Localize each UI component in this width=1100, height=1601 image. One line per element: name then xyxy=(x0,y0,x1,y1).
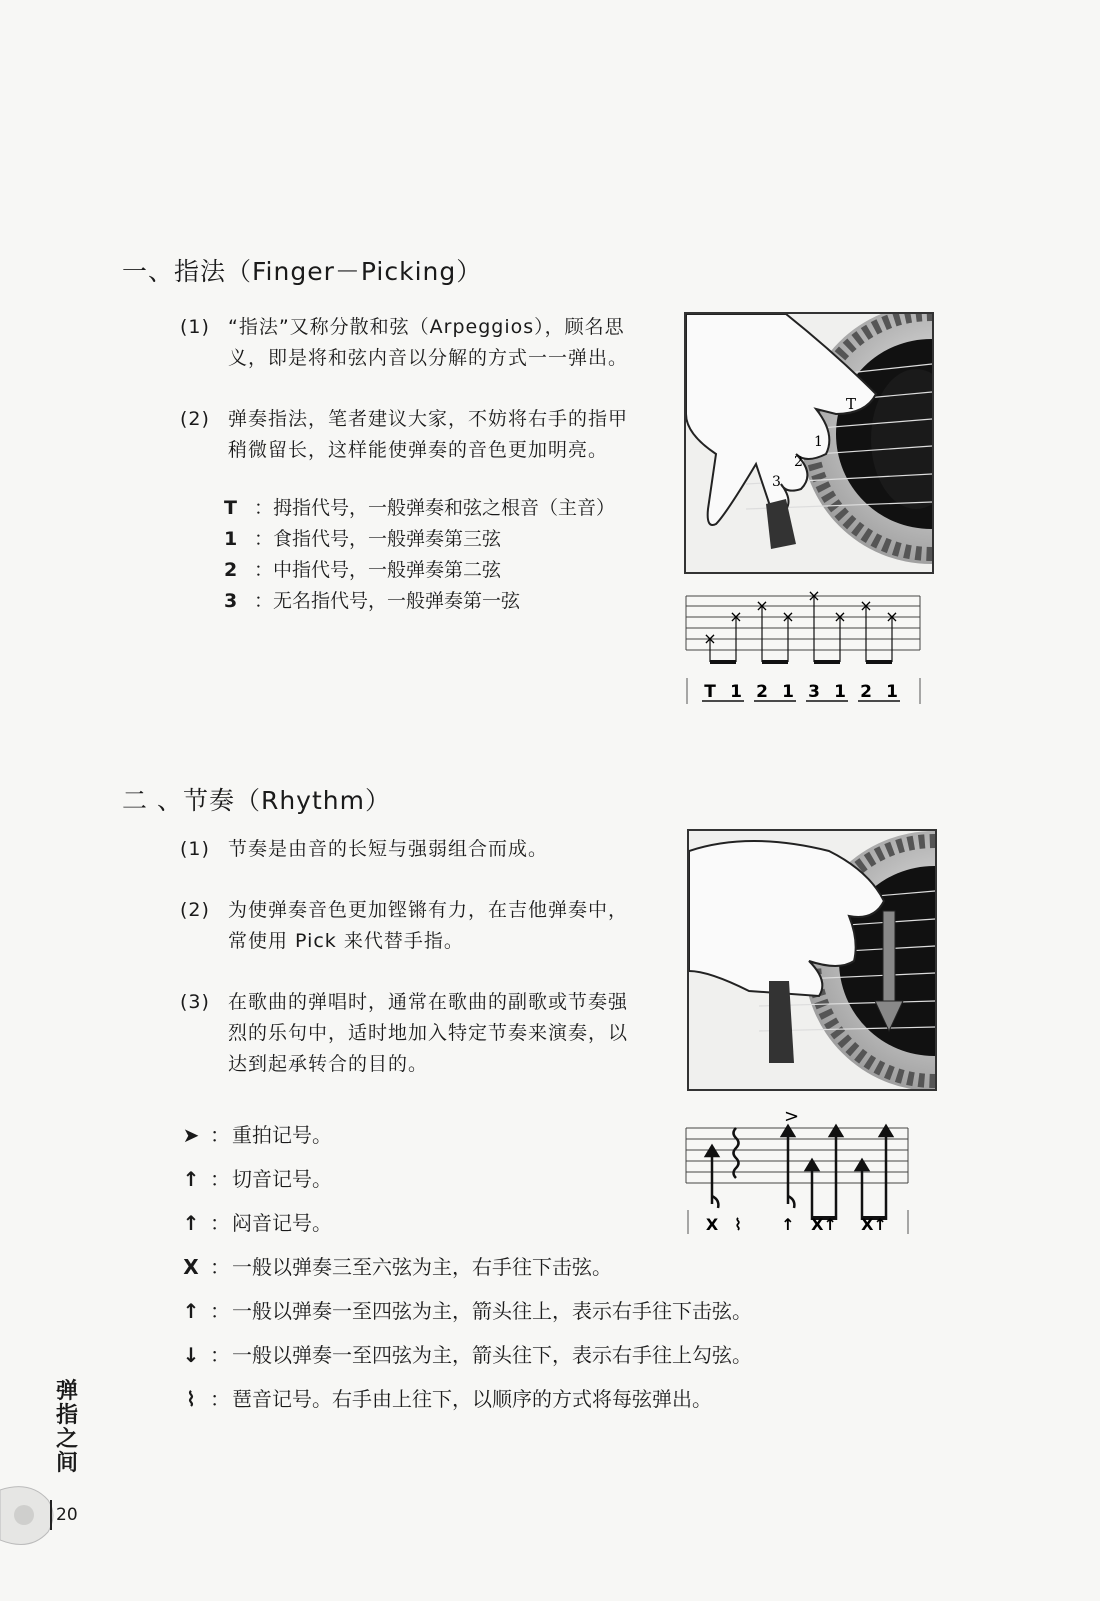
paragraph-line: “指法”又称分散和弦（Arpeggios），顾名思 xyxy=(228,316,625,338)
legend-row-thumb xyxy=(224,493,674,524)
symbol-row-x xyxy=(172,1245,872,1289)
legend-row-ring xyxy=(224,586,674,617)
page-number: 20 xyxy=(56,1505,78,1525)
symbol-row-mute xyxy=(172,1201,872,1245)
strumming-illustration xyxy=(687,829,937,1091)
tab-x-mark: × xyxy=(833,607,847,626)
symbol-text: 重拍记号。 xyxy=(232,1123,332,1147)
symbol-colon: ： xyxy=(210,1167,230,1191)
tab-finger-label: 3 xyxy=(808,682,820,702)
section-2-paragraph-2 xyxy=(180,895,680,957)
legend-text: ：拇指代号，一般弹奏和弦之根音（主音） xyxy=(254,497,616,519)
symbol-text: 一般以弹奏三至六弦为主，右手往下击弦。 xyxy=(232,1255,612,1279)
legend-key: 1 xyxy=(224,528,238,550)
photo-label: 1 xyxy=(814,434,823,450)
book-title-char: 弹 xyxy=(56,1379,79,1404)
paragraph-line: 为使弹奏音色更加铿锵有力，在吉他弹奏中， xyxy=(228,899,629,921)
mute-arrow-icon: ↑ xyxy=(182,1211,200,1235)
symbol-text: 闷音记号。 xyxy=(232,1211,332,1235)
book-title-char: 之 xyxy=(56,1427,79,1452)
paragraph-line: 弹奏指法，笔者建议大家，不妨将右手的指甲 xyxy=(228,408,629,430)
section-2-paragraph-3 xyxy=(180,987,680,1080)
tab-x-mark: × xyxy=(703,629,717,648)
tab-finger-label: 1 xyxy=(834,682,846,702)
book-title-char: 间 xyxy=(56,1451,79,1476)
symbol-colon: ： xyxy=(210,1387,230,1411)
symbol-row-staccato xyxy=(172,1157,872,1201)
legend-text: ：无名指代号，一般弹奏第一弦 xyxy=(254,590,521,612)
paragraph-line: 常使用 Pick 来代替手指。 xyxy=(228,930,464,952)
finger-picking-tab xyxy=(684,590,924,710)
paragraph-number: (1) xyxy=(180,838,210,860)
symbol-text: 一般以弹奏一至四弦为主，箭头往上，表示右手往下击弦。 xyxy=(232,1299,752,1323)
symbol-colon: ： xyxy=(210,1211,230,1235)
book-title-vertical xyxy=(56,1380,82,1476)
legend-text: ：食指代号，一般弹奏第三弦 xyxy=(254,528,502,550)
symbol-text: 切音记号。 xyxy=(232,1167,332,1191)
photo-label: 3 xyxy=(772,474,781,490)
book-title-char: 指 xyxy=(56,1403,79,1428)
symbol-colon: ： xyxy=(210,1255,230,1279)
tab-finger-label: 2 xyxy=(860,682,872,702)
paragraph-line: 义，即是将和弦内音以分解的方式一一弹出。 xyxy=(228,347,629,369)
up-arrow-icon: ↑ xyxy=(182,1299,200,1323)
tab-x-mark: × xyxy=(807,590,821,605)
paragraph-line: 节奏是由音的长短与强弱组合而成。 xyxy=(228,838,549,860)
rhythm-tab-label: ↑ xyxy=(781,1215,795,1234)
paragraph-number: (1) xyxy=(180,316,210,338)
legend-text: ：中指代号，一般弹奏第二弦 xyxy=(254,559,502,581)
tab-x-mark: × xyxy=(859,596,873,615)
accent-icon: ➤ xyxy=(182,1123,200,1147)
paragraph-line: 稍微留长，这样能使弹奏的音色更加明亮。 xyxy=(228,439,609,461)
finger-legend xyxy=(224,493,674,617)
tab-finger-label: T xyxy=(704,682,716,702)
section-1-paragraph-1 xyxy=(180,312,680,374)
section-1-paragraph-2 xyxy=(180,404,680,466)
legend-row-middle xyxy=(224,555,674,586)
photo-label: T xyxy=(846,395,857,413)
rhythm-symbol-legend xyxy=(172,1113,872,1421)
paragraph-number: (2) xyxy=(180,408,210,430)
legend-row-index xyxy=(224,524,674,555)
photo-label: 2 xyxy=(794,454,803,470)
paragraph-line: 在歌曲的弹唱时，通常在歌曲的副歌或节奏强 xyxy=(228,991,629,1013)
tab-x-mark: × xyxy=(885,607,899,626)
symbol-text: 一般以弹奏一至四弦为主，箭头往下，表示右手往上勾弦。 xyxy=(232,1343,752,1367)
symbol-colon: ： xyxy=(210,1343,230,1367)
staccato-arrow-icon: ↑ xyxy=(182,1167,200,1191)
paragraph-line: 烈的乐句中，适时地加入特定节奏来演奏，以 xyxy=(228,1022,629,1044)
tab-x-mark: × xyxy=(755,596,769,615)
paragraph-number: (2) xyxy=(180,899,210,921)
section-1-title: 一、指法（Finger－Picking） xyxy=(122,257,483,286)
rhythm-tab-label: X xyxy=(705,1215,719,1234)
symbol-colon: ： xyxy=(210,1299,230,1323)
tab-finger-label: 1 xyxy=(730,682,742,702)
section-2-title: 二 、节奏（Rhythm） xyxy=(122,786,391,815)
symbol-text: 琶音记号。右手由上往下，以顺序的方式将每弦弹出。 xyxy=(232,1387,712,1411)
section-2-paragraph-1 xyxy=(180,834,680,865)
symbol-row-arpeggio xyxy=(172,1377,872,1421)
paragraph-number: (3) xyxy=(180,991,210,1013)
paragraph-line: 达到起承转合的目的。 xyxy=(228,1053,429,1075)
tab-finger-label: 1 xyxy=(886,682,898,702)
finger-picking-illustration xyxy=(684,312,934,574)
tab-finger-label: 2 xyxy=(756,682,768,702)
rhythm-tab-label: X↑ xyxy=(811,1215,837,1234)
x-strike-icon: X xyxy=(183,1255,199,1279)
symbol-row-accent xyxy=(172,1113,872,1157)
legend-key: 2 xyxy=(224,559,238,581)
legend-key: 3 xyxy=(224,590,238,612)
tab-x-mark: × xyxy=(729,607,743,626)
symbol-row-up-arrow xyxy=(172,1289,872,1333)
page-number-divider xyxy=(50,1500,52,1530)
symbol-row-down-arrow xyxy=(172,1333,872,1377)
down-arrow-icon: ↓ xyxy=(182,1343,200,1367)
tab-x-mark: × xyxy=(781,607,795,626)
legend-key: T xyxy=(224,497,237,519)
rhythm-tab-label: ⌇ xyxy=(734,1215,742,1234)
accent-mark: > xyxy=(784,1108,800,1127)
rhythm-tab-label: X↑ xyxy=(861,1215,887,1234)
symbol-colon: ： xyxy=(210,1123,230,1147)
arpeggio-icon: ⌇ xyxy=(186,1387,196,1411)
tab-finger-label: 1 xyxy=(782,682,794,702)
